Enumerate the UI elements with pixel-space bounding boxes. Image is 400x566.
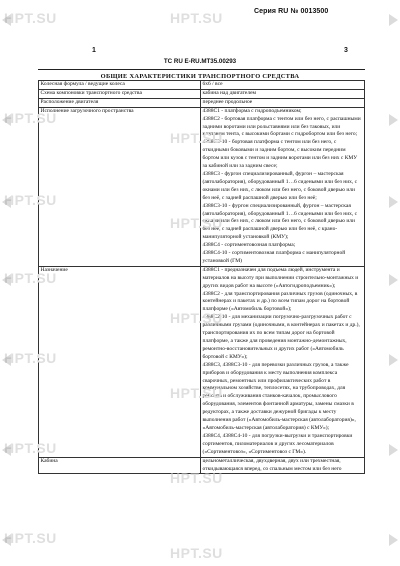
value-line: 4388С4-10 - сортиментовозная платформа с манипуляторной установкой (ГМ) bbox=[202, 250, 346, 264]
serial-number: Серия RU № 0013500 bbox=[254, 8, 329, 15]
value-line: 6х6 / все bbox=[202, 81, 223, 87]
watermark-text: HPT.SU bbox=[4, 192, 57, 208]
watermark-arrow-left-icon bbox=[2, 444, 11, 456]
certificate-number: ТС RU E-RU.МТ35.00293 bbox=[163, 58, 237, 65]
row-value bbox=[201, 98, 365, 107]
watermark-arrow-left-icon bbox=[2, 114, 11, 126]
row-label: Кабина bbox=[39, 457, 201, 474]
value-line: 4388С3, 4388С3-10 - для перевозки различных грузов, а также приборов и оборудования к месту выполнения комплекса сварочных, ремонтных или профилактических работ в коммунальном хозяйстве, теплосетях, на трубопроводах, для ремонта и обслуживания станков-качалок, промыслового оборудования, элементов фонтанной арматуры, замены смазки в редукторах, а также доставки дежурной бригады к месту выполнения работ («Автомобиль-мастерская (автолаборатория)», «Автомобиль-мастерская (автолаборатория) с КМУ»); bbox=[202, 361, 356, 431]
value-line: 4388С3-10 - фургон специализированный, фургон – мастерская (автолаборатория), оборудованный 1…6 сиденьями или без них, с окнами или без них, с люком или без него, с боковой дверью или без неё, с задней распашной дверью или без неё, с крано-манипуляторной установкой (КМУ); bbox=[202, 202, 358, 241]
value-line: 4388С2 - бортовая платформа с тентом или без него, с распашными задними воротами или рольставнями или без таковых, или клапаном тента, с высокими бортами с гидробортом или без него; bbox=[202, 115, 361, 138]
watermark-arrow-left-icon bbox=[2, 196, 11, 208]
watermark-text: HPT.SU bbox=[170, 545, 223, 561]
section-title: ОБЩИЕ ХАРАКТЕРИСТИКИ ТРАНСПОРТНОГО СРЕДСТВА bbox=[100, 73, 300, 80]
watermark-arrow-right-icon bbox=[389, 534, 398, 546]
watermark-arrow-left-icon bbox=[2, 534, 11, 546]
watermark-arrow-right-icon bbox=[389, 274, 398, 286]
row-label: Исполнение загрузочного пространства bbox=[39, 107, 201, 266]
table-row bbox=[39, 81, 365, 90]
row-label: Назначение bbox=[39, 266, 201, 457]
watermark-text: HPT.SU bbox=[4, 110, 57, 126]
watermark-arrow-right-icon bbox=[389, 444, 398, 456]
watermark-arrow-right-icon bbox=[389, 196, 398, 208]
watermark-text: HPT.SU bbox=[4, 530, 57, 546]
watermark-arrow-left-icon bbox=[2, 14, 11, 26]
watermark-text: HPT.SU bbox=[4, 350, 57, 366]
value-line: кабина над двигателем bbox=[202, 89, 256, 96]
value-line: 4388С2-10 - бортовая платформа с тентом или без него, с откидными боковыми и задним бортом, с высоким передним бортом или кузов с тентом и задним воротами или без них с КМУ за кабиной или за задним свесе; bbox=[202, 139, 358, 170]
watermark-text: HPT.SU bbox=[170, 470, 223, 486]
characteristics-table bbox=[38, 80, 365, 474]
row-label: Расположение двигателя bbox=[39, 98, 201, 107]
value-line: цельнометаллическая, двухдверная, двух или трехместная, откидывающаяся вперед, со спальным местом или без него bbox=[202, 457, 342, 472]
value-line: 4388С4 - сортиментовозная платформа; bbox=[202, 242, 296, 249]
value-line: 4388С1 - платформа с гидроподъемником; bbox=[202, 107, 302, 114]
row-label: Схема компоновки транспортного средства bbox=[39, 89, 201, 98]
watermark-text: HPT.SU bbox=[170, 385, 223, 401]
table-row bbox=[39, 89, 365, 98]
watermark-arrow-left-icon bbox=[2, 354, 11, 366]
watermark-text: HPT.SU bbox=[4, 10, 57, 26]
table-row bbox=[39, 98, 365, 107]
watermark-text: HPT.SU bbox=[170, 10, 223, 26]
row-value bbox=[201, 107, 365, 266]
row-value bbox=[201, 89, 365, 98]
table-row bbox=[39, 107, 365, 266]
value-line: 4388С2 - для транспортирования различных грузов (одиночных, в контейнерах и пакетах и др.) по всем типам дорог на бортовой платформе («Автомобиль бортовой»); bbox=[202, 290, 358, 313]
watermark-text: HPT.SU bbox=[170, 130, 223, 146]
value-line: 4388С4, 4388С4-10 - для погрузки-выгрузки и транспортировки сортиментов, пиломатериалов и других лесоматериалов («Сортиментовоз», «Сортиментовоз с ГМ»). bbox=[202, 432, 353, 455]
watermark-arrow-right-icon bbox=[389, 14, 398, 26]
watermark-text: HPT.SU bbox=[170, 215, 223, 231]
row-value bbox=[201, 81, 365, 90]
table-row bbox=[39, 457, 365, 474]
row-value bbox=[201, 266, 365, 457]
page-number-left: 1 bbox=[92, 47, 96, 54]
watermark-arrow-right-icon bbox=[389, 354, 398, 366]
value-line: переднее продольное bbox=[202, 98, 253, 105]
watermark-text: HPT.SU bbox=[4, 270, 57, 286]
watermark-arrow-left-icon bbox=[2, 274, 11, 286]
value-line: 4388С2-10 - для механизации погрузочно-разгрузочных работ с различными грузами (одиночными, в контейнерах и пакетах и др.), транспортирования их по всем типам дорог на бортовой платформе, а также для проведения монтажно-демонтажных, ремонтно-восстановительных и других работ («Автомобиль бортовой с КМУ»); bbox=[202, 314, 360, 360]
watermark-arrow-right-icon bbox=[389, 114, 398, 126]
table-row bbox=[39, 266, 365, 457]
value-line: 4388С3 - фургон специализированный, фургон – мастерская (автолаборатория), оборудованный 1…6 сиденьями или без них, с окнами или без них, с люком или без него, с боковой дверью или без неё, с задней распашной дверью или без неё; bbox=[202, 170, 358, 201]
header-divider bbox=[38, 69, 365, 70]
value-line: 4388С1 - предназначен для подъема людей, инструмента и материалов на высоту при выполнении строительно-монтажных и других видов работ на высоте («Автогидроподъемник»); bbox=[202, 266, 359, 289]
row-label: Колесная формула / ведущие колеса bbox=[39, 81, 201, 90]
row-value bbox=[201, 457, 365, 474]
watermark-text: HPT.SU bbox=[170, 310, 223, 326]
page-number-right: 3 bbox=[344, 47, 348, 54]
watermark-text: HPT.SU bbox=[4, 440, 57, 456]
